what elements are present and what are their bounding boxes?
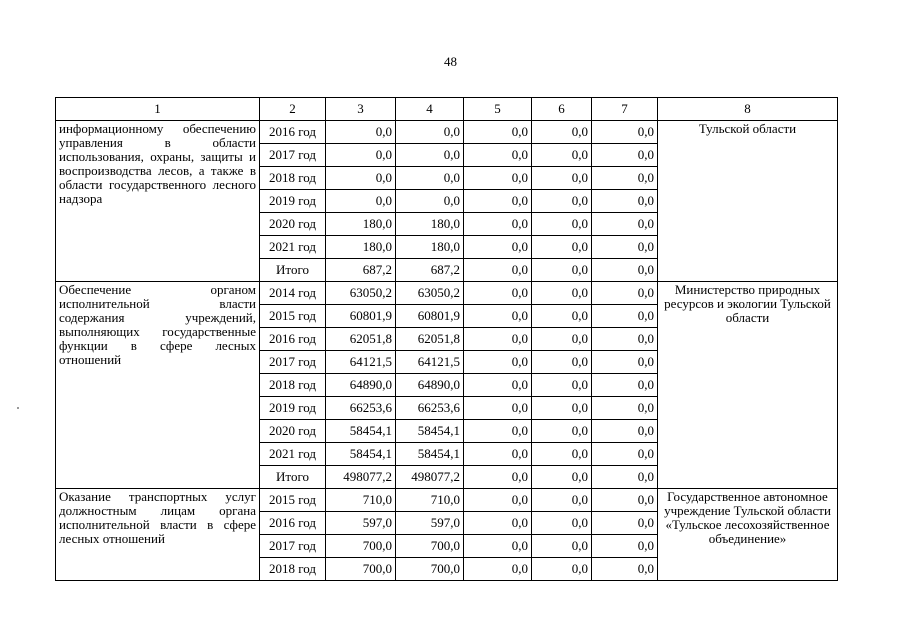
amount-cell: 0,0 (532, 167, 592, 190)
amount-cell: 180,0 (396, 236, 464, 259)
year-cell: 2019 год (260, 190, 326, 213)
amount-cell: 0,0 (464, 489, 532, 512)
amount-cell: 687,2 (396, 259, 464, 282)
amount-cell: 0,0 (464, 213, 532, 236)
amount-cell: 498077,2 (326, 466, 396, 489)
amount-cell: 0,0 (532, 305, 592, 328)
amount-cell: 66253,6 (326, 397, 396, 420)
year-cell: 2018 год (260, 558, 326, 581)
measure-description: информационному обеспечению управления в области использования, охраны, защиты и воспроизводства лесов, а также в области государственного лесного надзора (56, 121, 260, 282)
year-cell: 2020 год (260, 420, 326, 443)
year-cell: 2014 год (260, 282, 326, 305)
year-cell: 2017 год (260, 351, 326, 374)
amount-cell: 0,0 (592, 236, 658, 259)
amount-cell: 0,0 (396, 144, 464, 167)
amount-cell: 597,0 (326, 512, 396, 535)
amount-cell: 64890,0 (326, 374, 396, 397)
budget-table (55, 97, 838, 581)
amount-cell: 0,0 (464, 167, 532, 190)
year-cell: 2015 год (260, 489, 326, 512)
amount-cell: 0,0 (592, 512, 658, 535)
amount-cell: 0,0 (592, 420, 658, 443)
amount-cell: 0,0 (396, 190, 464, 213)
amount-cell: 180,0 (326, 213, 396, 236)
year-cell: 2018 год (260, 167, 326, 190)
table-row (56, 121, 838, 144)
amount-cell: 0,0 (532, 397, 592, 420)
amount-cell: 0,0 (532, 489, 592, 512)
column-header: 6 (532, 98, 592, 121)
amount-cell: 0,0 (464, 512, 532, 535)
amount-cell: 63050,2 (326, 282, 396, 305)
year-cell: 2019 год (260, 397, 326, 420)
measure-description: Оказание транспортных услуг должностным лицам органа исполнительной власти в сфере лесных отношений (56, 489, 260, 581)
column-header: 7 (592, 98, 658, 121)
amount-cell: 0,0 (532, 213, 592, 236)
amount-cell: 58454,1 (396, 443, 464, 466)
amount-cell: 700,0 (326, 558, 396, 581)
amount-cell: 0,0 (532, 121, 592, 144)
amount-cell: 62051,8 (396, 328, 464, 351)
amount-cell: 0,0 (592, 213, 658, 236)
measure-description: Обеспечение органом исполнительной власти содержания учреждений, выполняющих государственные функции в сфере лесных отношений (56, 282, 260, 489)
amount-cell: 0,0 (592, 328, 658, 351)
table-row (56, 489, 838, 512)
column-header: 2 (260, 98, 326, 121)
amount-cell: 0,0 (464, 305, 532, 328)
amount-cell: 180,0 (326, 236, 396, 259)
amount-cell: 64121,5 (326, 351, 396, 374)
amount-cell: 0,0 (532, 236, 592, 259)
amount-cell: 710,0 (396, 489, 464, 512)
year-cell: 2017 год (260, 144, 326, 167)
amount-cell: 0,0 (532, 512, 592, 535)
year-cell: 2018 год (260, 374, 326, 397)
amount-cell: 0,0 (464, 397, 532, 420)
column-header: 1 (56, 98, 260, 121)
amount-cell: 64890,0 (396, 374, 464, 397)
amount-cell: 0,0 (326, 167, 396, 190)
column-header: 8 (658, 98, 838, 121)
amount-cell: 0,0 (532, 443, 592, 466)
amount-cell: 710,0 (326, 489, 396, 512)
amount-cell: 0,0 (532, 535, 592, 558)
amount-cell: 0,0 (592, 282, 658, 305)
amount-cell: 64121,5 (396, 351, 464, 374)
amount-cell: 0,0 (464, 328, 532, 351)
amount-cell: 0,0 (532, 351, 592, 374)
amount-cell: 0,0 (464, 236, 532, 259)
amount-cell: 0,0 (532, 328, 592, 351)
amount-cell: 700,0 (326, 535, 396, 558)
amount-cell: 0,0 (532, 558, 592, 581)
amount-cell: 0,0 (464, 351, 532, 374)
amount-cell: 0,0 (592, 374, 658, 397)
amount-cell: 0,0 (532, 190, 592, 213)
amount-cell: 0,0 (592, 351, 658, 374)
amount-cell: 0,0 (592, 397, 658, 420)
table-body (56, 98, 838, 581)
amount-cell: 0,0 (464, 121, 532, 144)
amount-cell: 0,0 (532, 466, 592, 489)
year-cell: 2016 год (260, 121, 326, 144)
amount-cell: 700,0 (396, 558, 464, 581)
column-header: 4 (396, 98, 464, 121)
amount-cell: 60801,9 (396, 305, 464, 328)
amount-cell: 0,0 (592, 144, 658, 167)
scan-speck (17, 407, 19, 409)
amount-cell: 0,0 (592, 558, 658, 581)
amount-cell: 0,0 (592, 259, 658, 282)
amount-cell: 0,0 (464, 144, 532, 167)
year-cell: 2021 год (260, 443, 326, 466)
amount-cell: 0,0 (592, 121, 658, 144)
year-cell: Итого (260, 259, 326, 282)
amount-cell: 66253,6 (396, 397, 464, 420)
amount-cell: 0,0 (464, 190, 532, 213)
amount-cell: 687,2 (326, 259, 396, 282)
header-row (56, 98, 838, 121)
responsible-executor: Тульской области (658, 121, 838, 282)
amount-cell: 0,0 (326, 144, 396, 167)
table-row (56, 282, 838, 305)
column-header: 3 (326, 98, 396, 121)
amount-cell: 0,0 (464, 282, 532, 305)
amount-cell: 0,0 (464, 558, 532, 581)
amount-cell: 58454,1 (396, 420, 464, 443)
amount-cell: 0,0 (326, 190, 396, 213)
amount-cell: 0,0 (464, 535, 532, 558)
year-cell: 2020 год (260, 213, 326, 236)
amount-cell: 0,0 (464, 259, 532, 282)
year-cell: 2017 год (260, 535, 326, 558)
amount-cell: 58454,1 (326, 420, 396, 443)
amount-cell: 0,0 (532, 144, 592, 167)
amount-cell: 0,0 (592, 443, 658, 466)
amount-cell: 0,0 (592, 167, 658, 190)
amount-cell: 0,0 (464, 374, 532, 397)
amount-cell: 0,0 (592, 489, 658, 512)
year-cell: 2016 год (260, 512, 326, 535)
amount-cell: 0,0 (464, 420, 532, 443)
amount-cell: 0,0 (592, 190, 658, 213)
column-header: 5 (464, 98, 532, 121)
amount-cell: 0,0 (592, 466, 658, 489)
responsible-executor: Министерство природных ресурсов и экологии Тульской области (658, 282, 838, 489)
year-cell: Итого (260, 466, 326, 489)
amount-cell: 0,0 (532, 374, 592, 397)
responsible-executor: Государственное автономное учреждение Тульской области «Тульское лесохозяйственное объединение» (658, 489, 838, 581)
page-number: 48 (444, 54, 457, 69)
amount-cell: 180,0 (396, 213, 464, 236)
amount-cell: 0,0 (532, 420, 592, 443)
amount-cell: 0,0 (464, 443, 532, 466)
year-cell: 2021 год (260, 236, 326, 259)
amount-cell: 0,0 (396, 121, 464, 144)
amount-cell: 498077,2 (396, 466, 464, 489)
amount-cell: 0,0 (532, 282, 592, 305)
amount-cell: 597,0 (396, 512, 464, 535)
amount-cell: 58454,1 (326, 443, 396, 466)
amount-cell: 0,0 (326, 121, 396, 144)
amount-cell: 0,0 (464, 466, 532, 489)
year-cell: 2015 год (260, 305, 326, 328)
amount-cell: 0,0 (532, 259, 592, 282)
amount-cell: 62051,8 (326, 328, 396, 351)
amount-cell: 0,0 (396, 167, 464, 190)
year-cell: 2016 год (260, 328, 326, 351)
amount-cell: 700,0 (396, 535, 464, 558)
amount-cell: 0,0 (592, 305, 658, 328)
amount-cell: 0,0 (592, 535, 658, 558)
amount-cell: 60801,9 (326, 305, 396, 328)
amount-cell: 63050,2 (396, 282, 464, 305)
